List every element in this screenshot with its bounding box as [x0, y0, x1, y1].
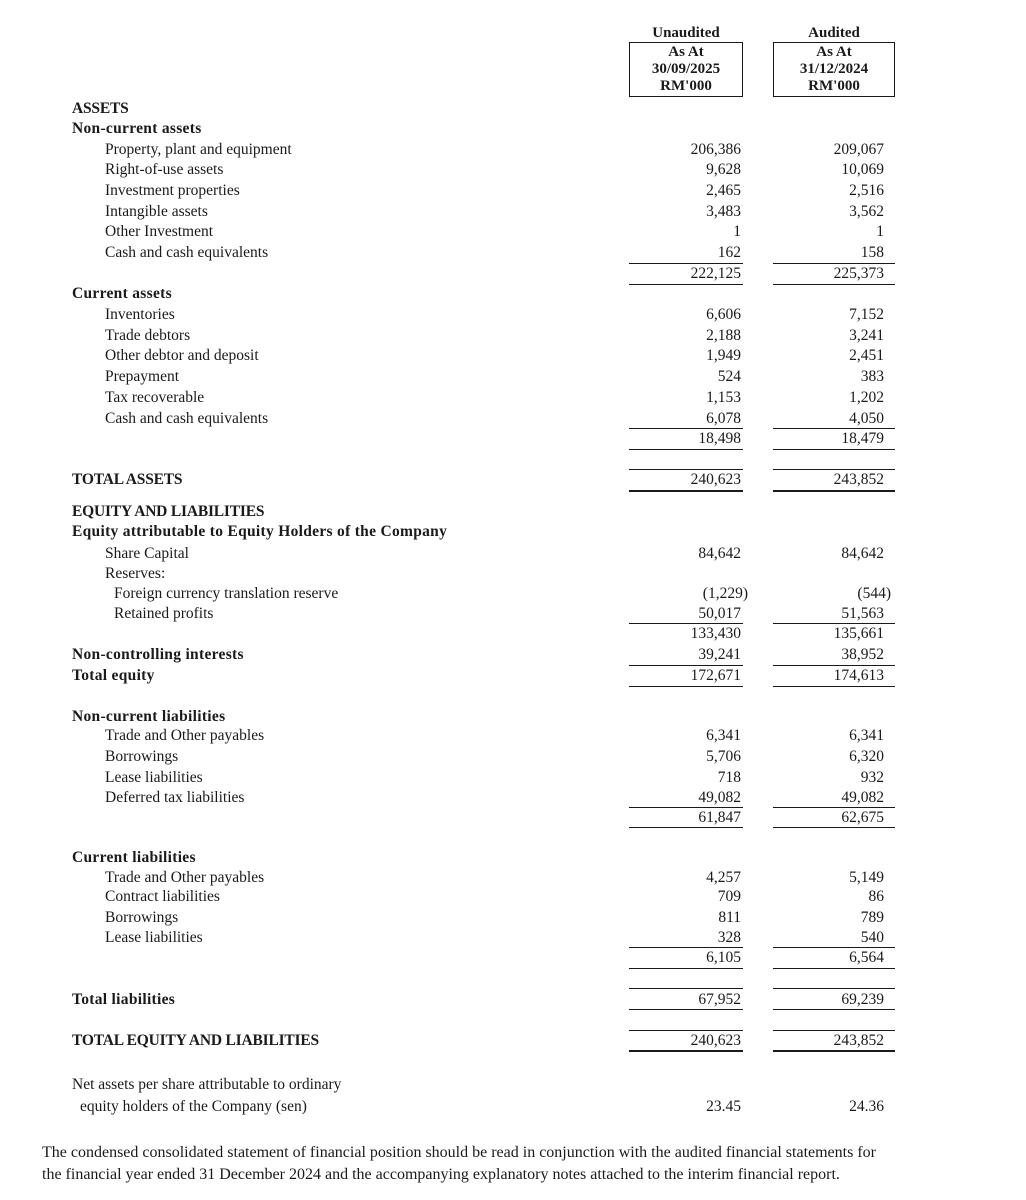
value-2025: 9,628 [706, 161, 741, 178]
current-liabilities-heading: Current liabilities [72, 849, 196, 866]
value-2025: 2,465 [706, 182, 741, 199]
nci-2024: 38,952 [841, 646, 884, 663]
row-label: Intangible assets [105, 203, 208, 220]
value-2025: 1,949 [706, 347, 741, 364]
row-label: Prepayment [105, 368, 180, 385]
col2-unit: RM'000 [808, 78, 860, 94]
row-label: Cash and cash equivalents [105, 244, 269, 261]
row-label: Other Investment [105, 223, 214, 240]
total-liabilities-label: Total liabilities [72, 991, 176, 1008]
rule [629, 284, 743, 285]
col1-date: 30/09/2025 [651, 61, 721, 77]
value-2025: 2,188 [706, 327, 741, 344]
value-2025: 162 [717, 244, 741, 261]
rule [629, 686, 743, 687]
value-2024: 51,563 [841, 605, 884, 622]
total-assets-label: TOTAL ASSETS [72, 471, 183, 488]
row-label: Contract liabilities [105, 888, 220, 905]
rule [773, 1009, 895, 1010]
row-label: Deferred tax liabilities [105, 789, 245, 806]
nci-label: Non-controlling interests [72, 646, 244, 663]
row-label: Borrowings [105, 909, 179, 926]
value-2024: 1,202 [849, 389, 884, 406]
subtotal-2025: 222,125 [690, 265, 741, 282]
value-2025: 6,606 [706, 306, 741, 323]
total-assets-2024: 243,852 [833, 471, 884, 488]
subtotal-2024: 18,479 [841, 430, 884, 447]
row-label: Lease liabilities [105, 769, 203, 786]
value-2025: 328 [717, 929, 741, 946]
rule [773, 449, 895, 450]
nav-2025: 23.45 [706, 1098, 741, 1115]
row-label: Retained profits [114, 605, 214, 622]
rule [773, 827, 895, 828]
total-liabilities-2025: 67,952 [698, 991, 741, 1008]
value-2024: 2,516 [849, 182, 884, 199]
value-2025: 524 [717, 368, 741, 385]
value-2024: 209,067 [833, 141, 884, 158]
value-2025: 84,642 [698, 545, 741, 562]
value-2025: (1,229) [702, 585, 748, 602]
value-2024: 6,341 [849, 727, 884, 744]
row-label: Trade and Other payables [105, 869, 265, 886]
subtotal-2024: 225,373 [833, 265, 884, 282]
value-2024: 789 [860, 909, 884, 926]
rule [629, 827, 743, 828]
row-label: Other debtor and deposit [105, 347, 259, 364]
nci-2025: 39,241 [698, 646, 741, 663]
value-2024: 10,069 [841, 161, 884, 178]
row-label: Foreign currency translation reserve [114, 585, 339, 602]
row-label: Cash and cash equivalents [105, 410, 269, 427]
rule [629, 1009, 743, 1010]
non-current-assets-heading: Non-current assets [72, 120, 202, 137]
total-liabilities-2024: 69,239 [841, 991, 884, 1008]
rule [629, 988, 743, 989]
total-equity-liabilities-label: TOTAL EQUITY AND LIABILITIES [72, 1032, 319, 1049]
value-2025: 50,017 [698, 605, 741, 622]
value-2025: 709 [717, 888, 741, 905]
total-assets-2025: 240,623 [690, 471, 741, 488]
value-2025: 6,078 [706, 410, 741, 427]
value-2025: 718 [717, 769, 741, 786]
value-2024-cell [773, 584, 891, 604]
reserves-label: Reserves: [105, 565, 166, 582]
value-2024: 6,320 [849, 748, 884, 765]
value-2024: 1 [876, 223, 884, 240]
value-2024: 49,082 [841, 789, 884, 806]
row-label: Share Capital [105, 545, 189, 562]
value-2025-cell [629, 584, 748, 604]
subtotal-2025: 61,847 [698, 809, 741, 826]
value-2024: 86 [868, 888, 884, 905]
rule [629, 449, 743, 450]
value-2025: 1,153 [706, 389, 741, 406]
row-label: Trade debtors [105, 327, 191, 344]
row-label: Investment properties [105, 182, 240, 199]
value-2024: 3,562 [849, 203, 884, 220]
row-label: Lease liabilities [105, 929, 203, 946]
rule [629, 968, 743, 969]
value-2025: 4,257 [706, 869, 741, 886]
footnote-line1: The condensed consolidated statement of financial position should be read in conjunction with the audited financial statements for [42, 1144, 876, 1161]
col1-as-at: As At [668, 44, 704, 60]
col2-header-box [773, 42, 895, 97]
value-2024: 4,050 [849, 410, 884, 427]
total-equity-label: Total equity [72, 667, 155, 684]
row-label: Right-of-use assets [105, 161, 224, 178]
value-2025: 1 [733, 223, 741, 240]
nav-2024: 24.36 [849, 1098, 884, 1115]
value-2024: 5,149 [849, 869, 884, 886]
col2-date: 31/12/2024 [799, 61, 869, 77]
subtotal-2024: 6,564 [849, 949, 884, 966]
col1-header-box [629, 42, 743, 97]
value-2025: 3,483 [706, 203, 741, 220]
footnote-line2: the financial year ended 31 December 2024 and the accompanying explanatory notes attached to the interim financial report. [42, 1166, 840, 1183]
col2-as-at: As At [816, 44, 852, 60]
col2-status: Audited [808, 25, 860, 41]
subtotal-2025: 133,430 [690, 625, 741, 642]
nav-label-line1: Net assets per share attributable to ordinary [72, 1076, 342, 1093]
row-label: Property, plant and equipment [105, 141, 292, 158]
value-2024: 7,152 [849, 306, 884, 323]
equity-attributable-heading: Equity attributable to Equity Holders of the Company [72, 523, 448, 540]
equity-liabilities-heading: EQUITY AND LIABILITIES [72, 503, 265, 520]
value-2025: 6,341 [706, 727, 741, 744]
double-rule [773, 490, 895, 492]
rule [773, 968, 895, 969]
double-rule [629, 1050, 743, 1052]
value-2024: 2,451 [849, 347, 884, 364]
value-2025: 5,706 [706, 748, 741, 765]
col1-unit: RM'000 [660, 78, 712, 94]
double-rule [773, 1050, 895, 1052]
value-2024: 932 [860, 769, 884, 786]
non-current-liabilities-heading: Non-current liabilities [72, 708, 226, 725]
total-equity-2025: 172,671 [690, 667, 741, 684]
subtotal-2024: 62,675 [841, 809, 884, 826]
value-2024: 158 [860, 244, 884, 261]
subtotal-2024: 135,661 [833, 625, 884, 642]
nav-label-line2: equity holders of the Company (sen) [80, 1098, 307, 1115]
total-equity-liabilities-2025: 240,623 [690, 1032, 741, 1049]
double-rule [629, 490, 743, 492]
assets-heading: ASSETS [72, 100, 129, 117]
row-label: Inventories [105, 306, 175, 323]
value-2024: 383 [860, 368, 884, 385]
value-2025: 49,082 [698, 789, 741, 806]
current-assets-heading: Current assets [72, 285, 172, 302]
total-equity-liabilities-2024: 243,852 [833, 1032, 884, 1049]
value-2024: 540 [860, 929, 884, 946]
value-2025: 811 [718, 909, 741, 926]
value-2024: 3,241 [849, 327, 884, 344]
subtotal-2025: 6,105 [706, 949, 741, 966]
rule [773, 686, 895, 687]
row-label: Borrowings [105, 748, 179, 765]
rule [773, 988, 895, 989]
row-label: Trade and Other payables [105, 727, 265, 744]
value-2024: (544) [857, 585, 891, 602]
total-equity-2024: 174,613 [833, 667, 884, 684]
value-2024: 84,642 [841, 545, 884, 562]
value-2025: 206,386 [690, 141, 741, 158]
subtotal-2025: 18,498 [698, 430, 741, 447]
col1-status: Unaudited [652, 25, 720, 41]
row-label: Tax recoverable [105, 389, 205, 406]
rule [773, 284, 895, 285]
